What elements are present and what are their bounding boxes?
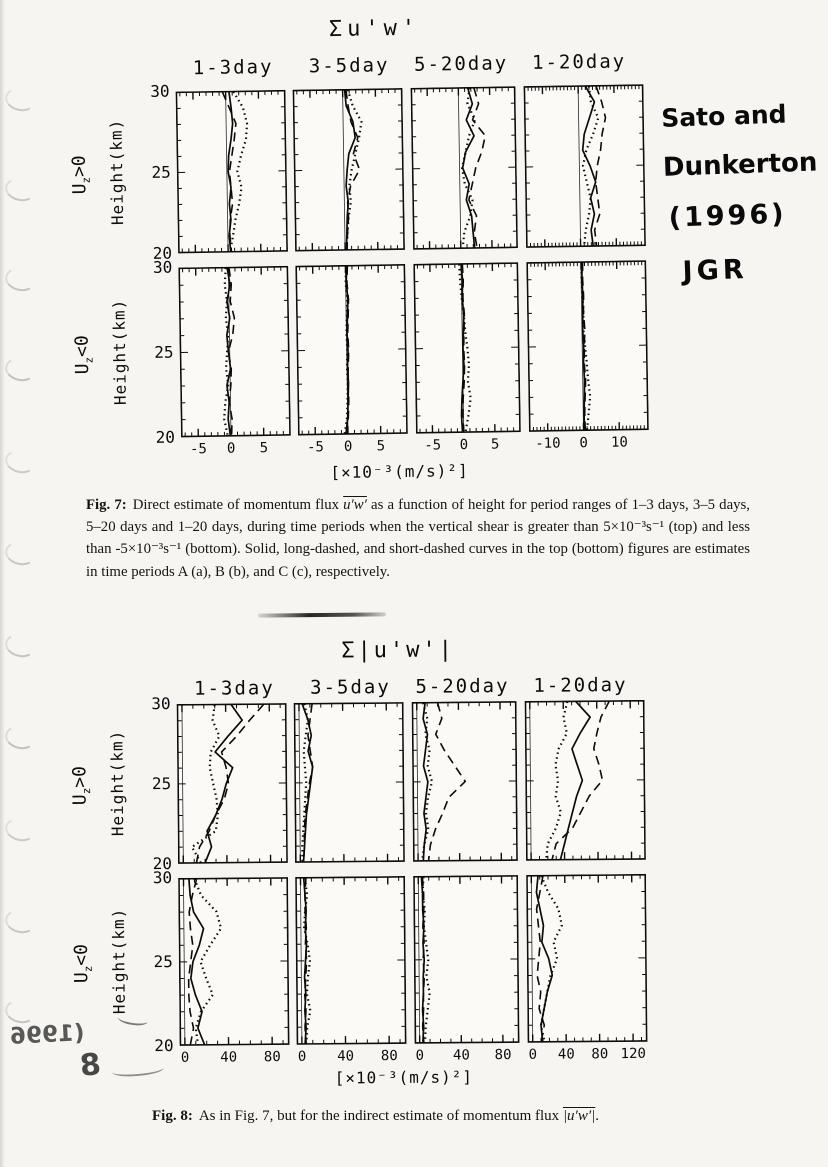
fig7-ytick: 20: [155, 427, 176, 447]
fig8-ytick: 25: [151, 773, 172, 794]
fig7-column-header-3: 5-20day: [413, 52, 509, 76]
svg-text:5: 5: [259, 440, 269, 457]
fig7-panel-r1c2: [292, 88, 405, 254]
fig7-ytick: 20: [152, 243, 173, 263]
fig8-panel-r1c3: [412, 701, 518, 864]
fig8-row-label-uz-positive: $U_z>0$: [69, 765, 94, 806]
svg-text:80: 80: [380, 1048, 398, 1065]
fig7-panel-r1c1: [176, 90, 289, 256]
figure-8: [0, 632, 828, 1113]
fig7-panel-r2c4: [526, 260, 649, 454]
flux-symbol: u′w′: [343, 497, 367, 513]
fig7-y-axis-label-top: Height(km): [106, 118, 128, 226]
fig7-ytick: 30: [150, 81, 170, 101]
fig7-ytick: 25: [154, 342, 174, 362]
svg-text:0: 0: [459, 436, 469, 454]
fig7-column-header-1: 1-3day: [192, 55, 274, 80]
handwriting-line: JGR: [682, 253, 749, 288]
figure-8-caption: Fig. 8: As in Fig. 7, but for the indirect estimate of momentum flux |u′w′|.: [152, 1108, 600, 1124]
svg-text:0: 0: [579, 435, 589, 452]
fig8-panel-r2c4: [526, 874, 648, 1065]
figure-8-title: Σ|u'w'|: [341, 637, 456, 664]
handwriting-line: Dunkerton: [662, 147, 818, 183]
fig8-panels: [176, 634, 650, 1112]
svg-text:40: 40: [220, 1049, 238, 1066]
fig8-panel-r2c3: [413, 875, 520, 1066]
fig8-column-header-2: 3-5day: [310, 676, 391, 699]
svg-text:-5: -5: [306, 439, 325, 456]
svg-text:-10: -10: [535, 435, 561, 452]
fig8-panel-r1c2: [294, 702, 405, 865]
fig7-panel-r1c4: [523, 84, 646, 250]
fig8-ytick: 20: [154, 1035, 174, 1056]
fig8-panel-r2c2: [295, 876, 407, 1067]
bleed-text: 8: [78, 1047, 103, 1084]
fig7-row-label-uz-positive: $U_z>0$: [68, 155, 93, 195]
flux-symbol: |u′w′|: [562, 1108, 596, 1124]
fig7-caption-label: Fig. 7:: [86, 497, 127, 513]
svg-text:5: 5: [376, 438, 386, 455]
svg-text:80: 80: [591, 1046, 609, 1063]
fig8-y-axis-label-bottom: Height(km): [108, 907, 129, 1015]
fig7-column-header-2: 3-5day: [308, 54, 390, 78]
scan-smudge: [258, 612, 386, 617]
fig8-column-header-3: 5-20day: [415, 675, 510, 698]
fig7-panel-r2c1: [178, 266, 291, 460]
fig8-column-header-4: 1-20day: [533, 674, 628, 697]
fig7-panel-r2c3: [413, 262, 521, 456]
fig7-ytick: 25: [151, 162, 171, 182]
fig8-caption-label: Fig. 8:: [152, 1108, 193, 1124]
svg-text:80: 80: [494, 1047, 512, 1064]
binding-hole-mark: [3, 539, 38, 568]
fig8-row-label-uz-negative: $U_z<0$: [70, 943, 95, 984]
fig8-ytick: 25: [153, 951, 173, 972]
fig7-y-axis-label-bottom: Height(km): [109, 298, 130, 406]
fig7-row-label-uz-negative: $U_z<0$: [71, 335, 96, 375]
svg-text:-5: -5: [189, 441, 208, 458]
svg-text:40: 40: [337, 1048, 355, 1065]
fig7-ytick: 30: [152, 257, 173, 277]
fig8-panel-r2c1: [178, 877, 290, 1068]
svg-text:0: 0: [343, 438, 353, 455]
fig8-ytick: 20: [152, 853, 173, 874]
handwritten-annotation: [660, 89, 828, 301]
svg-text:10: 10: [610, 434, 629, 451]
svg-text:40: 40: [557, 1046, 575, 1063]
fig8-ytick: 30: [151, 693, 171, 714]
figure-7-caption: Fig. 7: Direct estimate of momentum flux u′w′ as a function of height for period ranges of 1–3 days, 3–5 days, 5–20 days and 1–20 days, during time periods when the vertical shear is greater than 5×10⁻³s⁻¹ (top) and less than -5×10⁻³s⁻¹ (bottom). Solid, long-dashed, and short-dashed curves in the top (bottom) figures are estimates in time periods A (a), B (b), and C (c), respectively.: [86, 497, 750, 580]
fig8-ytick: 30: [152, 867, 173, 888]
handwriting-line: (1996): [668, 198, 788, 234]
svg-text:5: 5: [490, 436, 500, 453]
svg-text:40: 40: [452, 1047, 470, 1064]
fig7-panel-r2c2: [295, 264, 408, 458]
fig7-panels: [174, 4, 652, 497]
svg-text:0: 0: [297, 1048, 307, 1065]
svg-text:0: 0: [226, 440, 236, 457]
fig7-x-axis-unit: [×10⁻³(m/s)²]: [330, 460, 469, 483]
svg-text:0: 0: [528, 1046, 538, 1063]
fig8-y-axis-label-top: Height(km): [107, 729, 128, 837]
fig8-panel-r1c4: [525, 700, 646, 863]
fig8-panel-r1c1: [177, 703, 288, 866]
svg-text:-5: -5: [424, 437, 442, 454]
fig8-column-header-1: 1-3day: [194, 677, 275, 700]
svg-text:80: 80: [263, 1049, 281, 1066]
fig7-panel-r1c3: [410, 86, 518, 252]
figure-7-title: Σu'w': [328, 15, 421, 43]
fig7-column-header-4: 1-20day: [531, 50, 627, 74]
fig8-x-axis-unit: [×10⁻³(m/s)²]: [334, 1067, 474, 1088]
svg-text:120: 120: [620, 1045, 646, 1063]
svg-text:0: 0: [180, 1049, 190, 1066]
bleed-text: (1996: [9, 1020, 86, 1050]
handwriting-line: Sato and: [660, 99, 787, 133]
svg-text:0: 0: [415, 1047, 425, 1064]
